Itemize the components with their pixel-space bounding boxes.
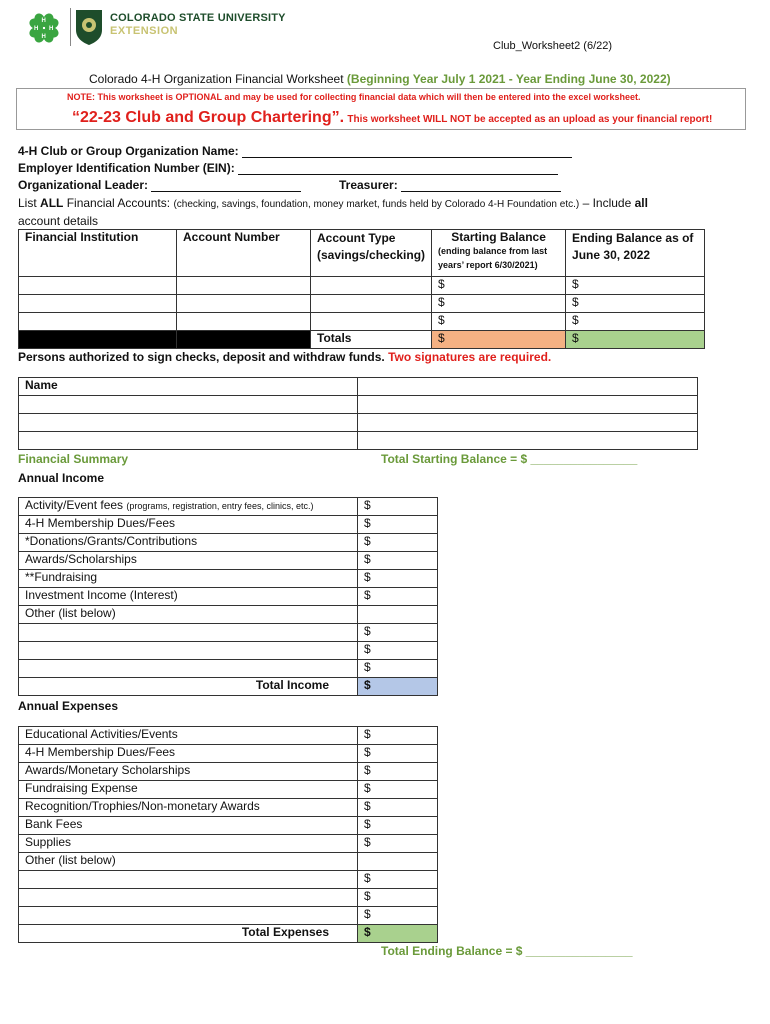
expense-amount-cell[interactable]: $ [358,835,438,853]
header-account-number: Account Number [177,230,311,277]
starting-balance-cell[interactable]: $ [432,295,566,313]
income-total-label: Total Income [19,678,358,696]
income-amount-cell[interactable]: $ [358,516,438,534]
income-total-row [19,678,438,696]
form-id: Club_Worksheet2 (6/22) [493,40,613,52]
accounts-table [18,229,705,349]
expense-label-cell: 4-H Membership Dues/Fees [19,745,358,763]
account-number-cell[interactable] [177,277,311,295]
signer-cell[interactable] [358,378,698,396]
income-label-cell: 4-H Membership Dues/Fees [19,516,358,534]
expense-row [19,763,438,781]
account-row [19,277,705,295]
income-total-amount[interactable]: $ [358,678,438,696]
signer-cell[interactable] [19,396,358,414]
income-row [19,606,438,624]
ending-balance-cell[interactable]: $ [566,277,705,295]
totals-blackout [19,331,177,349]
expense-row [19,907,438,925]
expense-amount-cell[interactable]: $ [358,817,438,835]
intro-include: – Include [582,196,632,210]
title-period: (Beginning Year July 1 2021 - Year Ending June 30, 2022) [346,72,671,86]
expense-label-cell: Other (list below) [19,853,358,871]
income-amount-cell[interactable]: $ [358,660,438,678]
income-label-cell [19,642,358,660]
signer-cell[interactable] [19,432,358,450]
expense-label-cell: Awards/Monetary Scholarships [19,763,358,781]
expense-row [19,781,438,799]
institution-cell[interactable] [19,277,177,295]
header-ending-balance: Ending Balance as of June 30, 2022 [566,230,705,277]
accounts-intro [18,195,743,230]
starting-total-cell[interactable]: $ [432,331,566,349]
expense-label-cell: Educational Activities/Events [19,727,358,745]
university-name: COLORADO STATE UNIVERSITY [110,12,286,24]
totals-row [19,331,705,349]
account-type-cell[interactable] [311,313,432,331]
income-amount-cell[interactable]: $ [358,624,438,642]
signers-table [18,377,698,450]
upload-warning: This worksheet WILL NOT be accepted as an upload as your financial report! [347,114,713,125]
intro-examples: (checking, savings, foundation, money market, funds held by Colorado 4-H Foundation etc.) [173,199,580,210]
income-label-cell: **Fundraising [19,570,358,588]
expense-label-cell: Bank Fees [19,817,358,835]
expense-amount-cell[interactable]: $ [358,781,438,799]
income-row [19,624,438,642]
header-divider [70,8,71,46]
signer-row [19,396,698,414]
starting-balance-cell[interactable]: $ [432,313,566,331]
svg-text:H: H [34,26,39,32]
treasurer-field[interactable] [401,179,561,192]
expense-amount-cell[interactable]: $ [358,889,438,907]
account-number-cell[interactable] [177,313,311,331]
account-number-cell[interactable] [177,295,311,313]
income-row [19,516,438,534]
expense-row [19,889,438,907]
leader-label: Organizational Leader: [18,178,149,192]
signer-cell[interactable] [358,432,698,450]
page-title [89,72,671,86]
signers-required: Two signatures are required. [388,350,552,364]
title-main: Colorado 4-H Organization Financial Worksheet [89,72,344,86]
income-amount-cell[interactable]: $ [358,534,438,552]
intro-all: ALL [40,196,64,210]
svg-text:H: H [41,34,46,40]
signer-cell[interactable] [358,396,698,414]
income-row [19,534,438,552]
expense-amount-cell[interactable]: $ [358,871,438,889]
expense-label-cell: Fundraising Expense [19,781,358,799]
club-name-label: 4-H Club or Group Organization Name: [18,144,239,158]
signer-cell[interactable] [19,414,358,432]
expense-amount-cell[interactable]: $ [358,763,438,781]
total-starting-balance: Total Starting Balance = $ ________________ [381,452,638,466]
expense-total-amount[interactable]: $ [358,925,438,943]
treasurer-label: Treasurer: [339,178,398,192]
ending-total-cell[interactable]: $ [566,331,705,349]
income-amount-cell[interactable]: $ [358,588,438,606]
expense-amount-cell[interactable] [358,853,438,871]
leader-field[interactable] [151,179,301,192]
income-amount-cell[interactable] [358,606,438,624]
expense-row [19,817,438,835]
accounts-header-row [19,230,705,277]
extension-label: EXTENSION [110,25,179,37]
note-text: NOTE: This worksheet is OPTIONAL and may be used for collecting financial data which will then be entered into the excel worksheet. [67,92,641,102]
totals-blackout [177,331,311,349]
income-row [19,552,438,570]
name-header: Name [19,378,358,396]
expense-row [19,853,438,871]
chartering-line [72,109,712,127]
expense-row [19,835,438,853]
intro-prefix: List [18,196,37,210]
expense-row [19,799,438,817]
intro-all-2: all [634,196,648,210]
expense-total-row [19,925,438,943]
income-label-cell [19,624,358,642]
signers-label [18,350,551,364]
club-name-row [18,144,572,158]
institution-cell[interactable] [19,295,177,313]
total-ending-balance: Total Ending Balance = $ ________________ [381,944,633,958]
annual-income-title: Annual Income [18,471,105,485]
account-type-cell[interactable] [311,277,432,295]
signer-row [19,414,698,432]
financial-summary-title: Financial Summary [18,452,129,466]
expense-amount-cell[interactable]: $ [358,799,438,817]
expense-amount-cell[interactable]: $ [358,907,438,925]
intro-details: account details [18,214,99,228]
expense-label-cell: Recognition/Trophies/Non-monetary Awards [19,799,358,817]
ending-balance-cell[interactable]: $ [566,313,705,331]
club-name-field[interactable] [242,145,572,158]
ein-label: Employer Identification Number (EIN): [18,161,235,175]
svg-text:H: H [41,18,46,24]
institution-cell[interactable] [19,313,177,331]
income-label-cell: *Donations/Grants/Contributions [19,534,358,552]
ein-field[interactable] [238,162,558,175]
income-row [19,570,438,588]
header-account-type: Account Type (savings/checking) [311,230,432,277]
income-label-cell: Other (list below) [19,606,358,624]
signer-row [19,432,698,450]
signers-text: Persons authorized to sign checks, deposit and withdraw funds. [18,350,385,364]
expense-label-cell [19,871,358,889]
account-type-cell[interactable] [311,295,432,313]
expense-label-cell [19,889,358,907]
chartering-title: “22-23 Club and Group Chartering”. [72,109,345,126]
expense-total-label: Total Expenses [19,925,358,943]
expense-amount-cell[interactable]: $ [358,727,438,745]
leader-row [18,178,301,192]
income-row [19,660,438,678]
starting-balance-cell[interactable]: $ [432,277,566,295]
income-table [18,497,438,696]
svg-text:H: H [49,26,54,32]
expense-amount-cell[interactable]: $ [358,745,438,763]
expenses-table [18,726,438,943]
income-label-cell [19,660,358,678]
account-row [19,295,705,313]
expense-row [19,745,438,763]
income-amount-cell[interactable]: $ [358,570,438,588]
income-row [19,498,438,516]
header-starting-balance: Starting Balance (ending balance from last years’ report 6/30/2021) [432,230,566,277]
expense-label-cell: Supplies [19,835,358,853]
header-institution: Financial Institution [19,230,177,277]
signers-header-row [19,378,698,396]
income-row [19,588,438,606]
income-label-cell: Activity/Event fees (programs, registration, entry fees, clinics, etc.) [19,498,358,516]
expense-label-cell [19,907,358,925]
income-label-cell: Investment Income (Interest) [19,588,358,606]
income-amount-cell[interactable]: $ [358,642,438,660]
totals-label: Totals [311,331,432,349]
treasurer-row [339,178,561,192]
csu-ram-logo [74,8,104,46]
annual-expenses-title: Annual Expenses [18,699,119,713]
4h-clover-logo [24,8,64,48]
intro-label: Financial Accounts: [66,196,171,210]
signer-cell[interactable] [358,414,698,432]
income-label-cell: Awards/Scholarships [19,552,358,570]
ein-row [18,161,558,175]
income-amount-cell[interactable]: $ [358,552,438,570]
income-row [19,642,438,660]
account-row [19,313,705,331]
income-amount-cell[interactable]: $ [358,498,438,516]
expense-row [19,727,438,745]
ending-balance-cell[interactable]: $ [566,295,705,313]
expense-row [19,871,438,889]
